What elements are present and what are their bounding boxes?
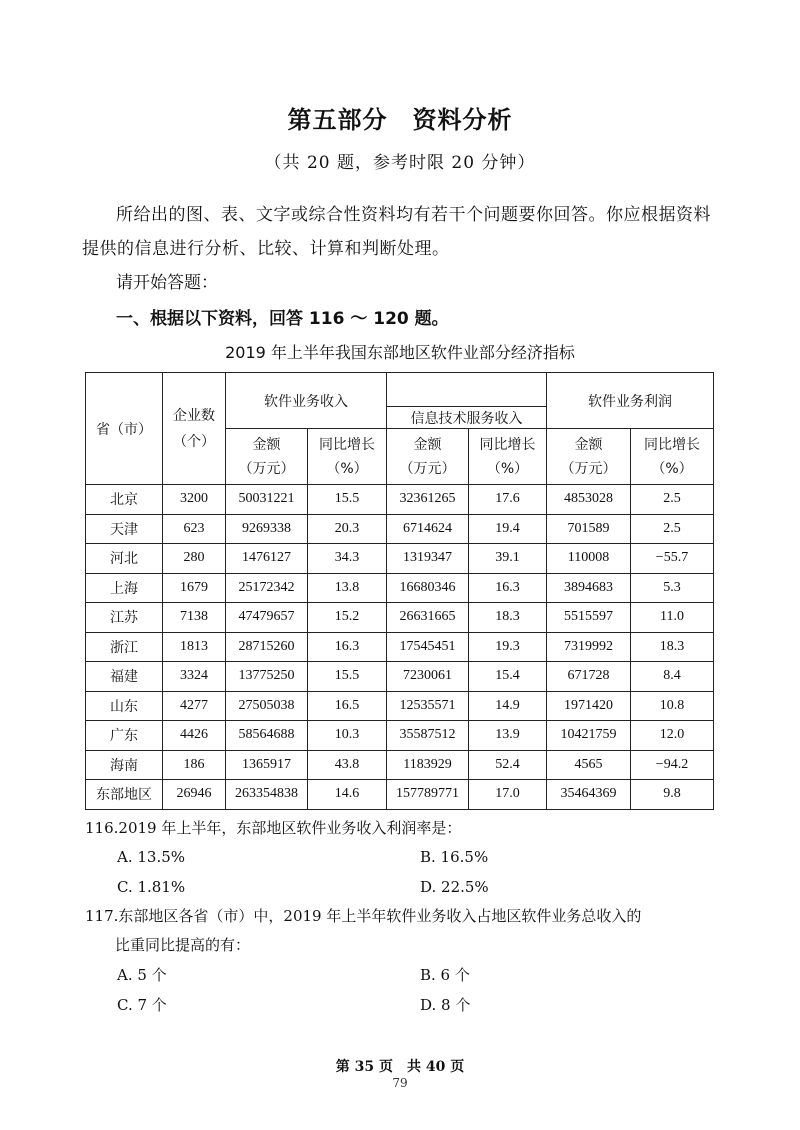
cell-province: 北京	[86, 485, 163, 515]
amount-label: 金额	[413, 436, 442, 453]
cell-revenue: 50031221	[226, 485, 308, 515]
cell-companies: 3324	[163, 662, 226, 692]
cell-revenue-growth: 16.3	[308, 632, 387, 662]
cell-it-growth: 17.0	[469, 780, 547, 810]
cell-profit-growth: 11.0	[631, 603, 714, 633]
header-software-profit: 软件业务利润	[547, 373, 714, 429]
cell-companies: 1679	[163, 573, 226, 603]
cell-profit: 701589	[547, 514, 631, 544]
cell-companies: 4277	[163, 691, 226, 721]
cell-profit: 7319992	[547, 632, 631, 662]
cell-province: 上海	[86, 573, 163, 603]
cell-province: 海南	[86, 750, 163, 780]
table-row	[86, 662, 714, 692]
question-stem: 117.东部地区各省（市）中，2019 年上半年软件业务收入占地区软件业务总收入的	[85, 907, 642, 925]
header-province: 省（市）	[86, 373, 163, 485]
page-footer: 第 35 页 共 40 页	[335, 1059, 465, 1075]
question-116	[85, 814, 725, 902]
option-a[interactable]: A. 13.5%	[117, 848, 186, 866]
cell-revenue: 13775250	[226, 662, 308, 692]
cell-revenue: 58564688	[226, 721, 308, 751]
cell-it-revenue: 7230061	[387, 662, 469, 692]
cell-profit: 4565	[547, 750, 631, 780]
instructions-paragraph: 所给出的图、表、文字或综合性资料均有若干个问题要你回答。你应根据资料提供的信息进行分析、比较、计算和判断处理。	[82, 205, 711, 259]
cell-province: 广东	[86, 721, 163, 751]
cell-revenue: 28715260	[226, 632, 308, 662]
cell-revenue: 1476127	[226, 544, 308, 574]
option-row	[85, 990, 725, 1020]
cell-profit: 671728	[547, 662, 631, 692]
cell-province: 山东	[86, 691, 163, 721]
cell-revenue: 9269338	[226, 514, 308, 544]
cell-revenue-growth: 43.8	[308, 750, 387, 780]
header-companies-label: 企业数	[173, 407, 215, 424]
table-row	[86, 632, 714, 662]
cell-revenue-growth: 34.3	[308, 544, 387, 574]
option-d[interactable]: D. 22.5%	[420, 878, 489, 896]
table-row	[86, 750, 714, 780]
cell-revenue: 263354838	[226, 780, 308, 810]
cell-companies: 26946	[163, 780, 226, 810]
table-title: 2019 年上半年我国东部地区软件业部分经济指标	[225, 343, 575, 362]
cell-profit-growth: 2.5	[631, 514, 714, 544]
cell-it-growth: 39.1	[469, 544, 547, 574]
cell-revenue-growth: 14.6	[308, 780, 387, 810]
cell-it-growth: 19.4	[469, 514, 547, 544]
option-c[interactable]: C. 7 个	[117, 996, 167, 1014]
cell-it-growth: 52.4	[469, 750, 547, 780]
table-row	[86, 721, 714, 751]
header-revenue-spacer	[387, 373, 547, 407]
table-row	[86, 544, 714, 574]
cell-profit: 35464369	[547, 780, 631, 810]
cell-it-growth: 15.4	[469, 662, 547, 692]
header-revenue-amount	[226, 429, 308, 485]
cell-revenue-growth: 15.5	[308, 485, 387, 515]
cell-it-revenue: 17545451	[387, 632, 469, 662]
cell-it-revenue: 157789771	[387, 780, 469, 810]
cell-companies: 280	[163, 544, 226, 574]
header-profit-growth	[631, 429, 714, 485]
cell-profit: 4853028	[547, 485, 631, 515]
cell-revenue-growth: 16.5	[308, 691, 387, 721]
header-it-amount	[387, 429, 469, 485]
cell-profit-growth: 8.4	[631, 662, 714, 692]
cell-revenue-growth: 15.2	[308, 603, 387, 633]
amount-unit: （万元）	[560, 460, 617, 477]
cell-profit: 1971420	[547, 691, 631, 721]
table-row	[86, 514, 714, 544]
page-number: 79	[392, 1076, 408, 1090]
cell-profit-growth: 12.0	[631, 721, 714, 751]
option-row	[85, 960, 725, 990]
cell-province: 福建	[86, 662, 163, 692]
section-subtitle: （共 20 题，参考时限 20 分钟）	[264, 153, 536, 173]
cell-it-revenue: 1319347	[387, 544, 469, 574]
cell-profit-growth: −55.7	[631, 544, 714, 574]
question-stem-continued: 比重同比提高的有：	[115, 936, 251, 954]
header-companies	[163, 373, 226, 485]
cell-it-revenue: 26631665	[387, 603, 469, 633]
growth-unit: （%）	[651, 460, 693, 477]
cell-profit: 10421759	[547, 721, 631, 751]
growth-label: 同比增长	[644, 436, 700, 453]
growth-label: 同比增长	[319, 436, 375, 453]
cell-companies: 4426	[163, 721, 226, 751]
cell-province: 东部地区	[86, 780, 163, 810]
cell-companies: 1813	[163, 632, 226, 662]
cell-it-revenue: 12535571	[387, 691, 469, 721]
cell-revenue: 25172342	[226, 573, 308, 603]
table-row	[86, 485, 714, 515]
header-it-growth	[469, 429, 547, 485]
table-row	[86, 603, 714, 633]
cell-revenue-growth: 13.8	[308, 573, 387, 603]
table-row	[86, 573, 714, 603]
cell-companies: 3200	[163, 485, 226, 515]
header-software-revenue: 软件业务收入	[226, 373, 387, 429]
option-c[interactable]: C. 1.81%	[117, 878, 186, 896]
cell-profit-growth: 9.8	[631, 780, 714, 810]
growth-unit: （%）	[326, 460, 368, 477]
cell-it-growth: 19.3	[469, 632, 547, 662]
option-row	[85, 842, 725, 872]
option-d[interactable]: D. 8 个	[420, 996, 471, 1014]
amount-label: 金额	[252, 436, 281, 453]
cell-profit-growth: 2.5	[631, 485, 714, 515]
indicator-table	[85, 372, 714, 810]
question-117	[85, 902, 725, 1020]
option-b[interactable]: B. 6 个	[420, 966, 470, 984]
option-row	[85, 872, 725, 902]
table-row-total	[86, 780, 714, 810]
cell-revenue: 47479657	[226, 603, 308, 633]
cell-companies: 186	[163, 750, 226, 780]
cell-profit: 3894683	[547, 573, 631, 603]
cell-revenue-growth: 10.3	[308, 721, 387, 751]
cell-revenue-growth: 15.5	[308, 662, 387, 692]
cell-it-growth: 13.9	[469, 721, 547, 751]
cell-it-revenue: 6714624	[387, 514, 469, 544]
cell-it-revenue: 1183929	[387, 750, 469, 780]
cell-revenue-growth: 20.3	[308, 514, 387, 544]
cell-it-revenue: 35587512	[387, 721, 469, 751]
header-it-service-revenue: 信息技术服务收入	[387, 407, 547, 429]
cell-profit: 5515597	[547, 603, 631, 633]
cell-it-revenue: 32361265	[387, 485, 469, 515]
question-stem: 116.2019 年上半年，东部地区软件业务收入利润率是：	[85, 819, 462, 837]
amount-unit: （万元）	[238, 460, 295, 477]
header-companies-unit: （个）	[173, 433, 215, 450]
growth-unit: （%）	[486, 460, 529, 477]
question-group-heading: 一、根据以下资料，回答 116 ～ 120 题。	[116, 309, 449, 329]
cell-province: 浙江	[86, 632, 163, 662]
cell-it-revenue: 16680346	[387, 573, 469, 603]
cell-it-growth: 17.6	[469, 485, 547, 515]
growth-label: 同比增长	[479, 436, 536, 453]
cell-it-growth: 16.3	[469, 573, 547, 603]
amount-unit: （万元）	[399, 460, 456, 477]
cell-province: 河北	[86, 544, 163, 574]
cell-province: 江苏	[86, 603, 163, 633]
cell-profit-growth: 10.8	[631, 691, 714, 721]
option-a[interactable]: A. 5 个	[117, 966, 167, 984]
begin-prompt: 请开始答题：	[116, 273, 218, 293]
cell-profit-growth: −94.2	[631, 750, 714, 780]
cell-profit-growth: 5.3	[631, 573, 714, 603]
table-row	[86, 691, 714, 721]
header-profit-amount	[547, 429, 631, 485]
cell-revenue: 27505038	[226, 691, 308, 721]
cell-province: 天津	[86, 514, 163, 544]
cell-it-growth: 18.3	[469, 603, 547, 633]
cell-companies: 623	[163, 514, 226, 544]
cell-revenue: 1365917	[226, 750, 308, 780]
cell-companies: 7138	[163, 603, 226, 633]
cell-profit-growth: 18.3	[631, 632, 714, 662]
section-title: 第五部分 资料分析	[287, 106, 513, 134]
question-list	[85, 814, 725, 1020]
cell-profit: 110008	[547, 544, 631, 574]
amount-label: 金额	[574, 436, 603, 453]
header-revenue-growth	[308, 429, 387, 485]
option-b[interactable]: B. 16.5%	[420, 848, 489, 866]
cell-it-growth: 14.9	[469, 691, 547, 721]
